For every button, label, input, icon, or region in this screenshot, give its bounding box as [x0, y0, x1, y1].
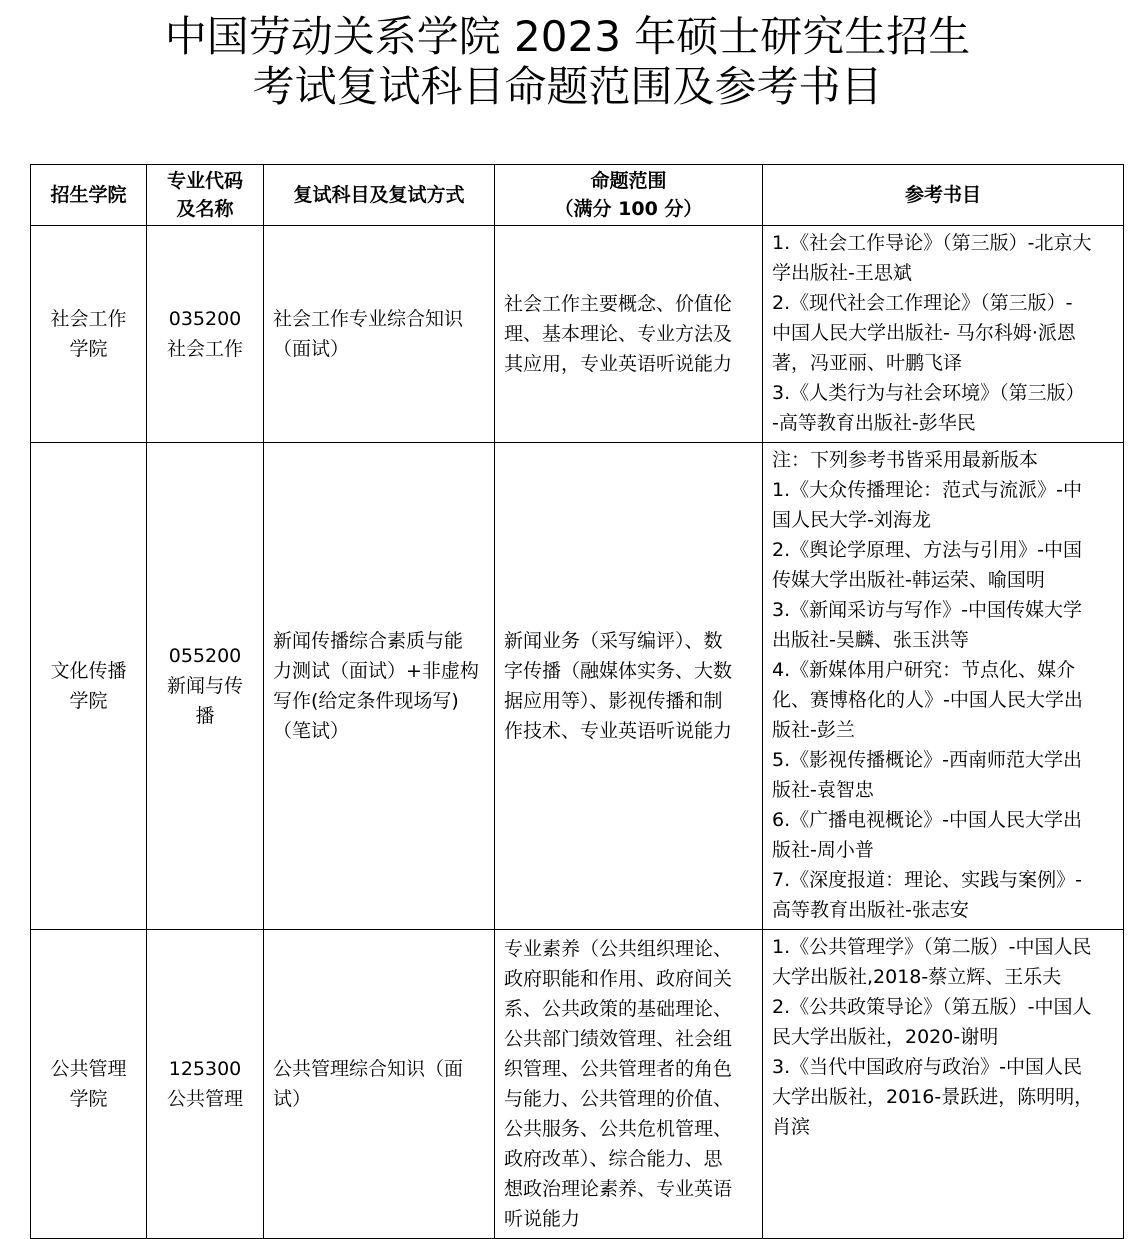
cell-college-line: 公共管理 — [50, 1058, 127, 1080]
header-scope-line-2: （满分 100 分） — [554, 198, 703, 220]
cell-scope-line: 其应用，专业英语听说能力 — [504, 353, 733, 375]
cell-exam — [264, 443, 495, 930]
cell-major — [147, 226, 264, 443]
cell-books-line: 2.《现代社会工作理论》（第三版）- — [772, 292, 1073, 314]
cell-scope-line: 织管理、公共管理者的角色 — [504, 1058, 733, 1080]
cell-books-line: 3.《新闻采访与写作》-中国传媒大学 — [772, 599, 1082, 621]
cell-books-line: 大学出版社,2018-蔡立辉、王乐夫 — [772, 966, 1062, 988]
cell-college-line: 文化传播 — [50, 660, 127, 682]
cell-books — [763, 930, 1124, 1239]
cell-books-line: 版社-袁智忠 — [772, 779, 874, 801]
table-row — [31, 930, 1124, 1239]
cell-exam-line: （面试） — [273, 338, 350, 360]
cell-exam — [264, 226, 495, 443]
cell-college-line: 学院 — [69, 338, 108, 360]
cell-college — [31, 226, 147, 443]
cell-scope — [495, 443, 763, 930]
cell-books-line: 学出版社-王思斌 — [772, 262, 912, 284]
cell-books-line: 3.《当代中国政府与政治》-中国人民 — [772, 1056, 1082, 1078]
header-major-line-2: 及名称 — [176, 198, 234, 220]
cell-books-line: 6.《广播电视概论》-中国人民大学出 — [772, 809, 1082, 831]
table-row — [31, 226, 1124, 443]
cell-books-line: 2.《舆论学原理、方法与引用》-中国 — [772, 539, 1082, 561]
cell-books-line: 5.《影视传播概论》-西南师范大学出 — [772, 749, 1082, 771]
cell-exam-line: 公共管理综合知识（面 — [273, 1058, 464, 1080]
title-line-2: 考试复试科目命题范围及参考书目 — [252, 62, 883, 111]
table-row — [31, 443, 1124, 930]
cell-major-line: 公共管理 — [166, 1088, 243, 1110]
cell-college — [31, 930, 147, 1239]
cell-books-line: 大学出版社，2016-景跃进，陈明明， — [772, 1086, 1094, 1108]
cell-scope — [495, 930, 763, 1239]
cell-major-line: 社会工作 — [166, 338, 243, 360]
cell-exam-line: 写作(给定条件现场写) — [273, 690, 459, 712]
cell-scope-line: 政府职能和作用、政府间关 — [504, 968, 733, 990]
cell-scope-line: 与能力、公共管理的价值、 — [504, 1088, 733, 1110]
cell-scope-line: 公共服务、公共危机管理、 — [504, 1118, 733, 1140]
cell-books — [763, 226, 1124, 443]
cell-exam-line: 新闻传播综合素质与能 — [273, 630, 464, 652]
cell-scope-line: 社会工作主要概念、价值伦 — [504, 293, 733, 315]
cell-books-line: 2.《公共政策导论》（第五版）-中国人 — [772, 996, 1092, 1018]
cell-scope — [495, 226, 763, 443]
cell-books-line: 注：下列参考书皆采用最新版本 — [772, 449, 1039, 471]
header-major — [147, 165, 264, 226]
cell-scope-line: 作技术、专业英语听说能力 — [504, 720, 733, 742]
cell-books-line: 肖滨 — [772, 1116, 811, 1138]
header-major-line-1: 专业代码 — [166, 170, 243, 192]
cell-books-line: 出版社-吴麟、张玉洪等 — [772, 629, 969, 651]
cell-scope-line: 政府改革）、综合能力、思 — [504, 1148, 723, 1170]
cell-scope-line: 字传播（融媒体实务、大数 — [504, 660, 733, 682]
cell-books-line: 4.《新媒体用户研究：节点化、媒介 — [772, 659, 1076, 681]
header-exam: 复试科目及复试方式 — [264, 165, 495, 226]
cell-books-line: 1.《公共管理学》（第二版）-中国人民 — [772, 936, 1092, 958]
cell-books-line: 著，冯亚丽、叶鹏飞译 — [772, 352, 963, 374]
cell-major-line: 播 — [195, 705, 215, 727]
cell-books — [763, 443, 1124, 930]
cell-books-line: 3.《人类行为与社会环境》（第三版） — [772, 382, 1085, 404]
cell-books-line: 传媒大学出版社-韩运荣、喻国明 — [772, 569, 1045, 591]
cell-major-line: 125300 — [168, 1058, 242, 1080]
cell-exam-line: 力测试（面试）+非虚构 — [273, 660, 479, 682]
header-books: 参考书目 — [763, 165, 1124, 226]
cell-books-line: 国人民大学-刘海龙 — [772, 509, 931, 531]
cell-scope-line: 公共部门绩效管理、社会组 — [504, 1028, 733, 1050]
cell-scope-line: 听说能力 — [504, 1208, 581, 1230]
title-line-1: 中国劳动关系学院 2023 年硕士研究生招生 — [164, 12, 971, 61]
exam-scope-table — [30, 164, 1124, 1239]
header-scope-line-1: 命题范围 — [590, 170, 667, 192]
cell-books-line: 版社-彭兰 — [772, 719, 855, 741]
cell-major-line: 035200 — [168, 308, 242, 330]
cell-books-line: 民大学出版社，2020-谢明 — [772, 1026, 999, 1048]
cell-major — [147, 443, 264, 930]
cell-major-line: 新闻与传 — [166, 675, 243, 697]
cell-scope-line: 据应用等）、影视传播和制 — [504, 690, 723, 712]
cell-exam-line: （笔试） — [273, 720, 350, 742]
cell-books-line: 7.《深度报道：理论、实践与案例》- — [772, 869, 1082, 891]
cell-books-line: 版社-周小普 — [772, 839, 874, 861]
cell-exam — [264, 930, 495, 1239]
cell-scope-line: 想政治理论素养、专业英语 — [504, 1178, 733, 1200]
cell-books-line: 1.《大众传播理论：范式与流派》-中 — [772, 479, 1082, 501]
cell-exam-line: 试） — [273, 1088, 312, 1110]
cell-exam-line: 社会工作专业综合知识 — [273, 308, 464, 330]
cell-college-line: 学院 — [69, 690, 108, 712]
header-college: 招生学院 — [31, 165, 147, 226]
cell-college — [31, 443, 147, 930]
cell-college-line: 社会工作 — [50, 308, 127, 330]
header-scope — [495, 165, 763, 226]
cell-books-line: 高等教育出版社-张志安 — [772, 899, 969, 921]
document-title — [0, 12, 1135, 112]
cell-scope-line: 专业素养（公共组织理论、 — [504, 938, 733, 960]
cell-scope-line: 系、公共政策的基础理论、 — [504, 998, 733, 1020]
cell-scope-line: 理、基本理论、专业方法及 — [504, 323, 733, 345]
table-header-row — [31, 165, 1124, 226]
cell-books-line: 中国人民大学出版社- 马尔科姆·派恩 — [772, 322, 1076, 344]
cell-books-line: -高等教育出版社-彭华民 — [772, 412, 976, 434]
cell-books-line: 1.《社会工作导论》（第三版）-北京大 — [772, 232, 1092, 254]
cell-scope-line: 新闻业务（采写编评）、数 — [504, 630, 723, 652]
cell-books-line: 化、赛博格化的人》-中国人民大学出 — [772, 689, 1083, 711]
cell-major-line: 055200 — [168, 645, 242, 667]
cell-major — [147, 930, 264, 1239]
cell-college-line: 学院 — [69, 1088, 108, 1110]
